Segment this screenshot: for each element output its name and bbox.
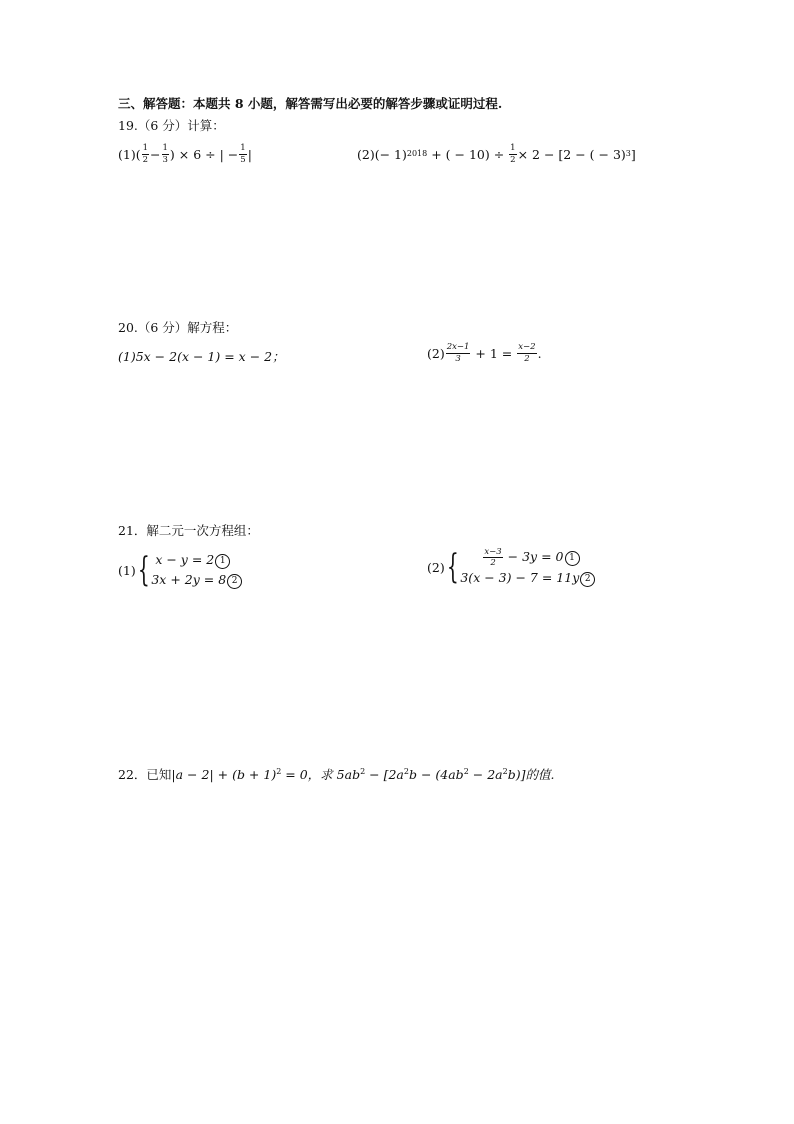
section-heading: 三、解答题：本题共 8 小题，解答需写出必要的解答步骤或证明过程. xyxy=(118,96,503,111)
q21-p2-prefix: (2) xyxy=(427,559,445,575)
exp-2d: 2 xyxy=(463,767,469,776)
fraction-one-half-2: $\frac{1}{2}$ xyxy=(510,143,516,165)
q22-expr-e: − 2a xyxy=(468,767,503,782)
q22-expr-c: − [2a xyxy=(365,767,404,782)
q21-part1 xyxy=(118,550,242,590)
exp-2b: 2 xyxy=(360,767,366,776)
equation-system-1 xyxy=(151,550,242,590)
q21-p2-eq2: 3(x − 3) − 7 = 11y xyxy=(460,569,580,585)
circled-number-1b: 1 xyxy=(565,551,580,566)
q21-p1-eq2: 3x + 2y = 8 xyxy=(151,572,227,587)
q20-p2-mid: + 1 = xyxy=(471,345,517,361)
abs-bar: | xyxy=(247,146,252,162)
circled-number-2b: 2 xyxy=(580,572,595,587)
q22-expr-f: b)]的值. xyxy=(507,767,555,782)
fraction-one-fifth: $\frac{1}{5}$ xyxy=(240,143,246,165)
q19-p2-d: ] xyxy=(630,146,636,162)
q19-p2-prefix: (2)( xyxy=(357,146,380,162)
fraction-2x-1-over-3: $\frac{2x-1}{3}$ xyxy=(446,342,470,364)
q22-expr-a: |a − 2| + (b + 1) xyxy=(171,767,277,782)
q22-expr-b: = 0，求 5ab xyxy=(281,767,361,782)
exp-2c: 2 xyxy=(403,767,409,776)
q20-label: 20.（6 分）解方程： xyxy=(118,320,238,335)
fraction-x-2-over-2: $\frac{x-2}{2}$ xyxy=(518,342,536,364)
q21-label: 21．解二元一次方程组： xyxy=(118,523,259,538)
left-brace-2: { xyxy=(446,547,459,588)
q20-part2 xyxy=(427,343,542,363)
fraction-x-3-over-2: $\frac{x-3}{2}$ xyxy=(484,546,502,568)
fraction-one-half: $\frac{1}{2}$ xyxy=(142,143,149,165)
q20-p2-end: . xyxy=(537,345,542,361)
q20-p2-prefix: (2) xyxy=(427,345,445,361)
q19-p2-a: − 1) xyxy=(379,146,407,162)
q19-p1-prefix: (1)( xyxy=(118,146,141,162)
q22-expr-d: b − (4ab xyxy=(408,767,464,782)
minus-sign: − xyxy=(150,146,161,162)
q19-p2-b: + ( − 10) ÷ xyxy=(427,146,509,162)
q19-part2: (2)( − 1) 2018 + ( − 10) ÷ $\frac{1}{2}$ × 2 − [2 − ( − 3) 3 ] xyxy=(357,143,636,165)
exp-2a: 2 xyxy=(276,767,282,776)
q19-label: 19.（6 分）计算： xyxy=(118,118,225,133)
q21-p1-prefix: (1) xyxy=(118,562,136,578)
left-brace: { xyxy=(137,550,150,590)
q22-label: 22．已知 xyxy=(118,767,172,782)
q22-question xyxy=(118,765,554,783)
q20-part1: (1)5x − 2(x − 1) = x − 2； xyxy=(118,349,285,364)
q19-p1-mid: ) × 6 ÷ | − xyxy=(169,146,239,162)
q21-p1-eq1: x − y = 2 xyxy=(151,552,215,567)
equation-system-2 xyxy=(460,547,595,588)
q21-part2 xyxy=(427,547,595,588)
q19-part1 xyxy=(118,144,252,164)
circled-number-2: 2 xyxy=(227,574,242,589)
q19-p2-c: × 2 − [2 − ( − 3) xyxy=(517,146,626,162)
exp-2e: 2 xyxy=(502,767,508,776)
fraction-one-third: $\frac{1}{3}$ xyxy=(162,143,168,165)
circled-number-1: 1 xyxy=(215,554,230,569)
q21-p2-eq1: − 3y = 0 xyxy=(503,549,564,564)
